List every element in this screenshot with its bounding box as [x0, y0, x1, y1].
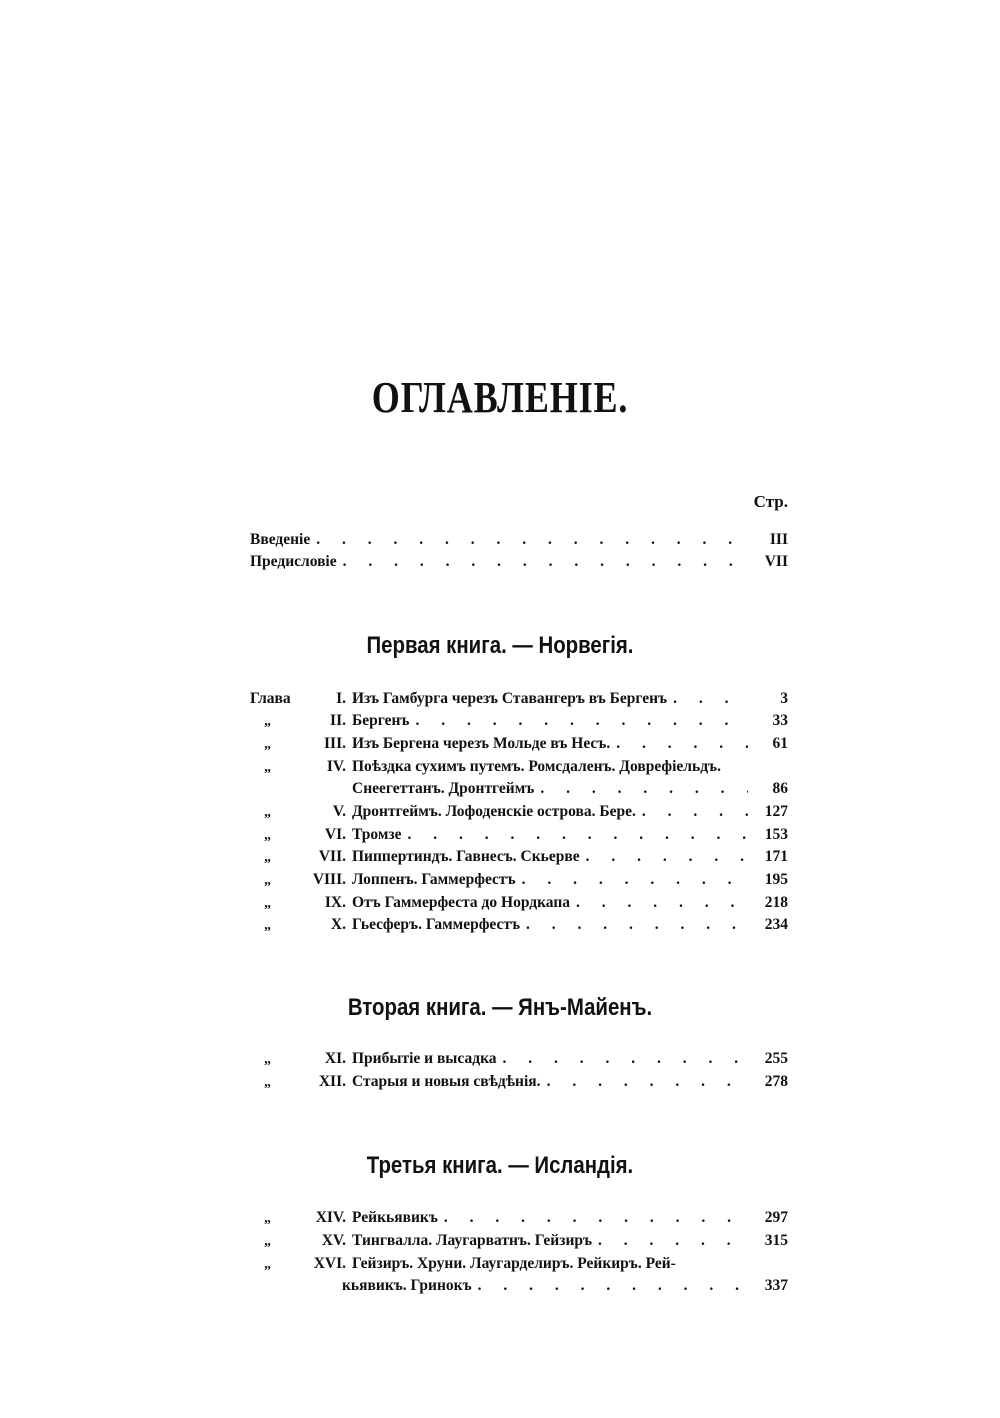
- chapter-title: Старыя и новыя свѣдѣнія.: [352, 1073, 541, 1090]
- chapter-page: 234: [764, 916, 788, 933]
- toc-entry-introduction: [250, 531, 788, 553]
- toc-chapter: [250, 712, 788, 734]
- chapter-title: Дронтгеймъ. Лофоденскіе острова. Бере.: [352, 803, 636, 820]
- book-heading-iceland: Третья книга. — Исландія.: [366, 1152, 634, 1179]
- toc-chapter: [250, 826, 788, 848]
- chapter-number: I.: [336, 690, 346, 707]
- leader-dots: [538, 780, 748, 798]
- chapter-page: 195: [764, 871, 788, 888]
- leader-dots: [614, 735, 748, 753]
- chapter-number: VII.: [318, 848, 346, 865]
- leader-dots: [341, 553, 748, 571]
- chapter-page: 278: [764, 1073, 788, 1090]
- leader-dots: [501, 1050, 748, 1068]
- chapter-number: IX.: [324, 894, 346, 911]
- ditto-mark: „: [264, 714, 271, 729]
- chapter-number: II.: [330, 712, 346, 729]
- toc-chapter: [250, 803, 788, 825]
- chapter-title: Пиппертиндъ. Гавнесъ. Скьерве: [352, 848, 580, 865]
- toc-chapter: [250, 871, 788, 893]
- chapter-title: Тингвалла. Лаугарватнъ. Гейзиръ: [352, 1232, 593, 1249]
- toc-chapter: [250, 1050, 788, 1072]
- chapter-number: VIII.: [312, 871, 346, 888]
- ditto-mark: „: [264, 850, 271, 865]
- ditto-mark: „: [264, 1052, 271, 1067]
- chapter-number: XI.: [324, 1050, 346, 1067]
- leader-dots: [520, 871, 748, 889]
- toc-chapter: [250, 894, 788, 916]
- chapter-number: X.: [330, 916, 346, 933]
- chapter-page: 297: [764, 1209, 788, 1226]
- ditto-mark: „: [264, 1211, 271, 1226]
- toc-chapter-continuation: [352, 780, 788, 802]
- chapter-page: 86: [772, 780, 788, 797]
- chapter-title: Изъ Бергена черезъ Мольде въ Несъ.: [352, 735, 611, 752]
- leader-dots: [574, 894, 748, 912]
- chapter-number: VI.: [324, 826, 346, 843]
- ditto-mark: „: [264, 805, 271, 820]
- ditto-mark: „: [264, 896, 271, 911]
- entry-title: Предисловіе: [250, 553, 337, 570]
- chapter-page: 61: [772, 735, 788, 752]
- chapter-number: XIV.: [315, 1209, 346, 1226]
- chapter-title-continuation: Снеегеттанъ. Дронтгеймъ: [352, 780, 535, 797]
- chapter-number: IV.: [326, 758, 346, 775]
- ditto-mark: „: [264, 873, 271, 888]
- toc-chapter-continuation: [342, 1277, 788, 1299]
- chapter-prefix: Глава: [250, 690, 291, 707]
- leader-dots: [584, 848, 748, 866]
- chapter-page: 127: [764, 803, 788, 820]
- ditto-mark: „: [264, 918, 271, 933]
- entry-page: III: [769, 531, 788, 548]
- ditto-mark: „: [264, 1257, 271, 1272]
- toc-chapter: [250, 1073, 788, 1095]
- chapter-number: XII.: [318, 1073, 346, 1090]
- leader-dots: [442, 1209, 748, 1227]
- toc-entry-preface: [250, 553, 788, 575]
- chapter-title: Изъ Гамбурга черезъ Ставангеръ въ Бергенъ: [352, 690, 668, 707]
- ditto-mark: „: [264, 760, 271, 775]
- toc-chapter: [250, 848, 788, 870]
- chapter-page: 218: [764, 894, 788, 911]
- chapter-title: Прибытіе и высадка: [352, 1050, 497, 1067]
- leader-dots: [671, 690, 748, 708]
- toc-chapter: [250, 758, 788, 780]
- chapter-page: 153: [764, 826, 788, 843]
- page-column-header: Стр.: [753, 492, 788, 511]
- toc-chapter: [250, 735, 788, 757]
- chapter-number: XV.: [321, 1232, 346, 1249]
- chapter-title: Лоппенъ. Гаммерфестъ: [352, 871, 516, 888]
- chapter-title: Тромзе: [352, 826, 402, 843]
- entry-title: Введеніе: [250, 531, 311, 548]
- leader-dots: [406, 826, 749, 844]
- chapter-title-continuation: кьявикъ. Гринокъ: [342, 1277, 472, 1294]
- chapter-page: 33: [772, 712, 788, 729]
- leader-dots: [596, 1232, 748, 1250]
- chapter-page: 337: [764, 1277, 788, 1294]
- toc-chapter: [250, 1232, 788, 1254]
- toc-chapter: [250, 1255, 788, 1277]
- book-heading-jan-mayen: Вторая книга. — Янъ-Майенъ.: [347, 994, 653, 1021]
- toc-chapter: [250, 690, 788, 712]
- leader-dots: [314, 531, 748, 549]
- chapter-number: III.: [324, 735, 346, 752]
- chapter-page: 315: [764, 1232, 788, 1249]
- ditto-mark: „: [264, 1075, 271, 1090]
- chapter-title: Поѣздка сухимъ путемъ. Ромсдаленъ. Доврефіельдъ.: [352, 758, 721, 775]
- chapter-title: Гейзиръ. Хруни. Лаугарделиръ. Рейкиръ. Рей-: [352, 1255, 676, 1272]
- ditto-mark: „: [264, 737, 271, 752]
- ditto-mark: „: [264, 828, 271, 843]
- chapter-title: Бергенъ: [352, 712, 410, 729]
- chapter-title: Гьесферъ. Гаммерфестъ: [352, 916, 521, 933]
- book-heading-norway: Первая книга. — Норвегія.: [366, 632, 634, 659]
- chapter-page: 3: [780, 690, 788, 707]
- leader-dots: [640, 803, 748, 821]
- leader-dots: [476, 1277, 748, 1295]
- leader-dots: [524, 916, 748, 934]
- leader-dots: [545, 1073, 748, 1091]
- chapter-title: Рейкьявикъ: [352, 1209, 438, 1226]
- chapter-number: XVI.: [313, 1255, 346, 1272]
- leader-dots: [413, 712, 748, 730]
- toc-chapter: [250, 1209, 788, 1231]
- page-title: ОГЛАВЛЕНІЕ.: [371, 373, 629, 422]
- toc-chapter: [250, 916, 788, 938]
- ditto-mark: „: [264, 1234, 271, 1249]
- chapter-page: 171: [764, 848, 788, 865]
- chapter-number: V.: [332, 803, 346, 820]
- chapter-title: Отъ Гаммерфеста до Нордкапа: [352, 894, 570, 911]
- chapter-page: 255: [764, 1050, 788, 1067]
- entry-page: VII: [764, 553, 788, 570]
